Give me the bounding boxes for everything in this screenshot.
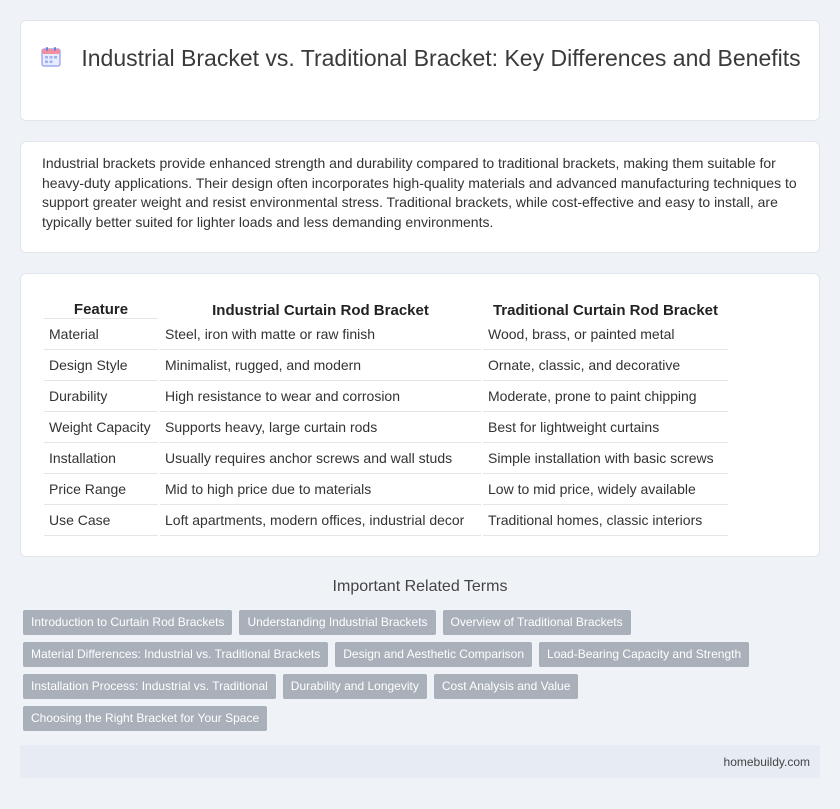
table-row xyxy=(44,350,728,381)
row-traditional: Traditional homes, classic interiors xyxy=(483,505,728,536)
row-traditional: Best for lightweight curtains xyxy=(483,412,728,443)
table-row xyxy=(44,412,728,443)
related-term-tag[interactable]: Load-Bearing Capacity and Strength xyxy=(539,642,749,667)
table-row xyxy=(44,381,728,412)
header-industrial: Industrial Curtain Rod Bracket xyxy=(212,302,429,319)
related-term-tag[interactable]: Design and Aesthetic Comparison xyxy=(335,642,532,667)
row-feature: Price Range xyxy=(44,474,158,505)
comparison-card xyxy=(20,273,820,557)
related-term-tag[interactable]: Overview of Traditional Brackets xyxy=(443,610,631,635)
calendar-icon xyxy=(39,45,63,69)
related-term-tag[interactable]: Durability and Longevity xyxy=(283,674,427,699)
tag-row xyxy=(23,674,783,706)
intro-card xyxy=(20,141,820,253)
footer xyxy=(20,745,820,778)
row-traditional: Ornate, classic, and decorative xyxy=(483,350,728,381)
tag-row xyxy=(23,642,783,674)
intro-text: Industrial brackets provide enhanced strength and durability compared to traditional brackets, making them suitable for heavy-duty applications. Their design often incorporates high-quality materials and advanced manufacturing techniques to support greater weight and resist environmental stress. Traditional brackets, while cost-effective and easy to install, are typically better suited for lighter loads and less demanding environments. xyxy=(42,155,797,230)
row-traditional: Simple installation with basic screws xyxy=(483,443,728,474)
row-traditional: Moderate, prone to paint chipping xyxy=(483,381,728,412)
related-term-tag[interactable]: Cost Analysis and Value xyxy=(434,674,579,699)
row-industrial: Loft apartments, modern offices, industrial decor xyxy=(160,505,481,536)
tag-row xyxy=(23,706,783,738)
related-term-tag[interactable]: Introduction to Curtain Rod Brackets xyxy=(23,610,232,635)
tag-row xyxy=(23,610,783,642)
related-term-tag[interactable]: Understanding Industrial Brackets xyxy=(239,610,435,635)
table-row xyxy=(44,443,728,474)
related-term-tag[interactable]: Material Differences: Industrial vs. Traditional Brackets xyxy=(23,642,328,667)
row-traditional: Wood, brass, or painted metal xyxy=(483,319,728,350)
table-header-row xyxy=(44,295,728,319)
comparison-table xyxy=(42,295,730,536)
related-terms-title: Important Related Terms xyxy=(332,578,508,595)
row-feature: Weight Capacity xyxy=(44,412,158,443)
related-term-tag[interactable]: Installation Process: Industrial vs. Traditional xyxy=(23,674,276,699)
row-industrial: High resistance to wear and corrosion xyxy=(160,381,481,412)
row-feature: Installation xyxy=(44,443,158,474)
header-feature: Feature xyxy=(44,295,158,319)
header-card xyxy=(20,20,820,121)
page-title-wrap xyxy=(21,43,819,73)
row-industrial: Mid to high price due to materials xyxy=(160,474,481,505)
row-industrial: Usually requires anchor screws and wall studs xyxy=(160,443,481,474)
related-term-tag[interactable]: Choosing the Right Bracket for Your Space xyxy=(23,706,267,731)
table-row xyxy=(44,474,728,505)
row-feature: Design Style xyxy=(44,350,158,381)
page-title: Industrial Bracket vs. Traditional Bracket: Key Differences and Benefits xyxy=(81,45,801,71)
table-row xyxy=(44,319,728,350)
row-feature: Durability xyxy=(44,381,158,412)
related-terms-list xyxy=(23,610,783,738)
row-feature: Material xyxy=(44,319,158,350)
row-industrial: Steel, iron with matte or raw finish xyxy=(160,319,481,350)
row-feature: Use Case xyxy=(44,505,158,536)
row-industrial: Minimalist, rugged, and modern xyxy=(160,350,481,381)
row-industrial: Supports heavy, large curtain rods xyxy=(160,412,481,443)
footer-site[interactable]: homebuildy.com xyxy=(723,755,810,769)
header-traditional: Traditional Curtain Rod Bracket xyxy=(492,302,719,319)
row-traditional: Low to mid price, widely available xyxy=(483,474,728,505)
table-row xyxy=(44,505,728,536)
